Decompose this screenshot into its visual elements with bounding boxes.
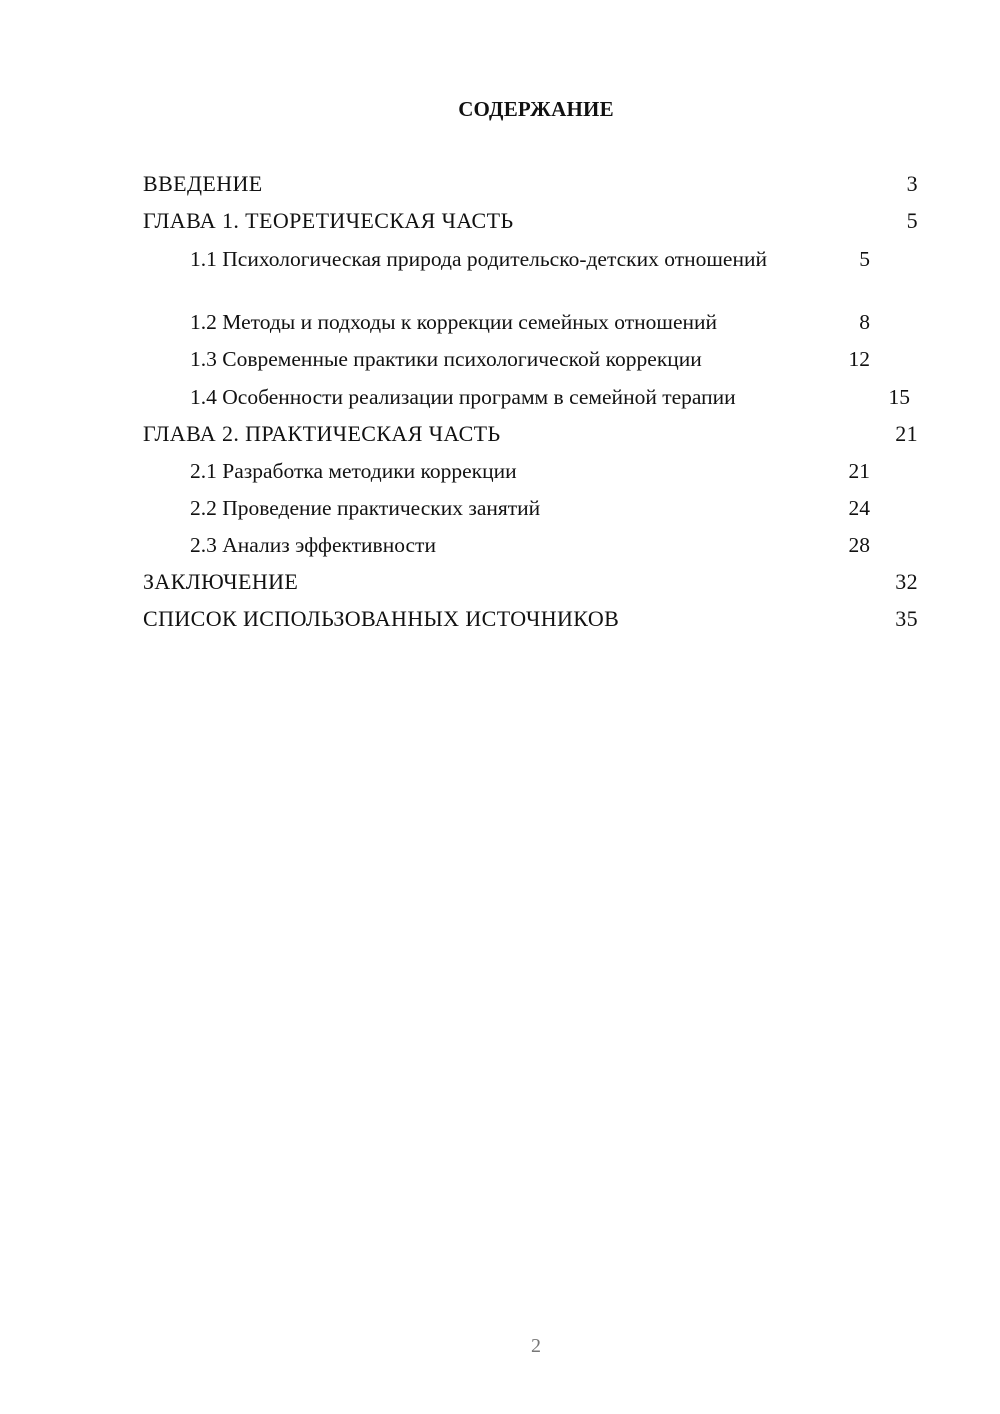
toc-entry-page: 3: [906, 171, 918, 196]
toc-entry-label: ЗАКЛЮЧЕНИЕ: [143, 569, 299, 594]
toc-entry-references[interactable]: [143, 604, 918, 634]
toc-entry-chapter-1[interactable]: [143, 206, 918, 236]
toc-entry-page: 5: [859, 247, 870, 271]
toc-entry-section-1-2[interactable]: [190, 309, 918, 336]
toc-entry-page: 8: [859, 310, 870, 334]
toc-entry-section-2-3[interactable]: [190, 532, 918, 559]
toc-entry-page: 32: [895, 569, 918, 594]
toc-entry-page: 15: [888, 385, 910, 409]
toc-entry-label: 2.1 Разработка методики коррекции: [190, 459, 517, 483]
toc-entry-label: ГЛАВА 1. ТЕОРЕТИЧЕСКАЯ ЧАСТЬ: [143, 208, 514, 233]
toc-entry-page: 21: [848, 459, 870, 483]
toc-entry-conclusion[interactable]: [143, 567, 918, 597]
toc-entry-label: 1.2 Методы и подходы к коррекции семейных отношений: [190, 310, 718, 334]
toc-entry-page: 5: [906, 208, 918, 233]
page-number: 2: [531, 1335, 541, 1357]
toc-entry-label: 2.2 Проведение практических занятий: [190, 496, 541, 520]
toc-entry-section-1-3[interactable]: [190, 346, 918, 373]
toc-entry-section-1-4[interactable]: [190, 384, 918, 411]
toc-entry-label: 1.4 Особенности реализации программ в семейной терапии: [190, 385, 736, 409]
toc-entry-introduction[interactable]: [143, 169, 918, 199]
toc-entry-label: ГЛАВА 2. ПРАКТИЧЕСКАЯ ЧАСТЬ: [143, 421, 501, 446]
toc-entry-page: 12: [848, 347, 870, 371]
page-title: СОДЕРЖАНИЕ: [458, 97, 614, 121]
toc-entry-label: 2.3 Анализ эффективности: [190, 533, 436, 557]
toc-entry-page: 35: [895, 606, 918, 631]
toc-entry-page: 24: [848, 496, 870, 520]
toc-entry-label: ВВЕДЕНИЕ: [143, 171, 263, 196]
toc-entry-section-2-1[interactable]: [190, 458, 918, 485]
toc-entry-label: СПИСОК ИСПОЛЬЗОВАННЫХ ИСТОЧНИКОВ: [143, 606, 620, 631]
toc-entry-chapter-2[interactable]: [143, 419, 918, 449]
toc-entry-page: 28: [848, 533, 870, 557]
toc-entry-label: 1.3 Современные практики психологической коррекции: [190, 347, 702, 371]
toc-entry-label: 1.1 Психологическая природа родительско-детских отношений: [190, 247, 767, 271]
toc-entry-section-2-2[interactable]: [190, 495, 918, 522]
toc-entry-page: 21: [895, 421, 918, 446]
toc-entry-section-1-1[interactable]: [190, 246, 918, 273]
